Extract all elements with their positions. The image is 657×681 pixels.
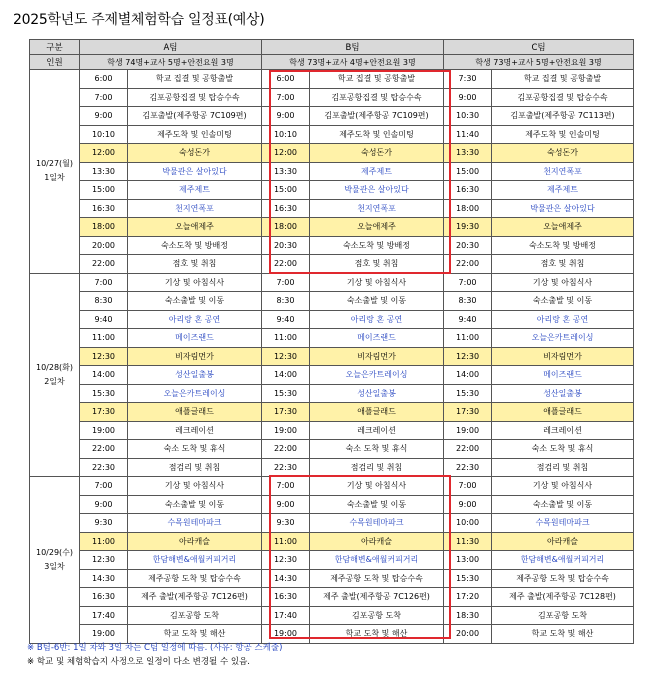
time-cell-team-c: 15:30 — [444, 384, 492, 403]
activity-cell-team-a: 애플글래드 — [128, 403, 262, 422]
time-cell-team-a: 20:00 — [80, 236, 128, 255]
activity-cell-team-c: 김포공항집결 및 탑승수속 — [492, 88, 634, 107]
activity-cell-team-c: 제주제트 — [492, 181, 634, 200]
schedule-row — [30, 606, 634, 625]
time-cell-team-a: 17:40 — [80, 606, 128, 625]
activity-cell-team-b: 오늘은카트레이싱 — [310, 366, 444, 385]
time-cell-team-a: 19:00 — [80, 421, 128, 440]
activity-cell-team-c: 제주 출발(제주항공 7C128편) — [492, 588, 634, 607]
activity-cell-team-a: 학교 도착 및 해산 — [128, 625, 262, 644]
activity-cell-team-b: 아라캐슬 — [310, 532, 444, 551]
time-cell-team-c: 13:00 — [444, 551, 492, 570]
activity-cell-team-b: 숙소출발 및 이동 — [310, 292, 444, 311]
schedule-row — [30, 162, 634, 181]
personnel-team-a: 학생 74명+교사 5명+안전요원 3명 — [80, 55, 262, 70]
activity-cell-team-a: 레크레이션 — [128, 421, 262, 440]
time-cell-team-a: 18:00 — [80, 218, 128, 237]
time-cell-team-b: 7:00 — [262, 88, 310, 107]
time-cell-team-b: 9:40 — [262, 310, 310, 329]
time-cell-team-b: 16:30 — [262, 199, 310, 218]
time-cell-team-c: 16:30 — [444, 181, 492, 200]
activity-cell-team-c: 숙소 도착 및 휴식 — [492, 440, 634, 459]
time-cell-team-b: 11:00 — [262, 532, 310, 551]
schedule-row — [30, 421, 634, 440]
time-cell-team-c: 19:30 — [444, 218, 492, 237]
schedule-row — [30, 125, 634, 144]
time-cell-team-a: 7:00 — [80, 273, 128, 292]
time-cell-team-a: 17:30 — [80, 403, 128, 422]
time-cell-team-b: 8:30 — [262, 292, 310, 311]
activity-cell-team-c: 오늘애제주 — [492, 218, 634, 237]
activity-cell-team-b: 숙소출발 및 이동 — [310, 495, 444, 514]
activity-cell-team-a: 숙소출발 및 이동 — [128, 495, 262, 514]
time-cell-team-a: 12:00 — [80, 144, 128, 163]
activity-cell-team-b: 김포공항 도착 — [310, 606, 444, 625]
time-cell-team-c: 7:30 — [444, 70, 492, 89]
schedule-row — [30, 458, 634, 477]
time-cell-team-b: 12:30 — [262, 551, 310, 570]
day-date: 10/29(수) — [35, 547, 74, 557]
time-cell-team-b: 9:30 — [262, 514, 310, 533]
activity-cell-team-c: 김포출발(제주항공 7C113편) — [492, 107, 634, 126]
activity-cell-team-a: 숙소도착 및 방배정 — [128, 236, 262, 255]
time-cell-team-c: 9:40 — [444, 310, 492, 329]
time-cell-team-b: 6:00 — [262, 70, 310, 89]
schedule-row — [30, 569, 634, 588]
activity-cell-team-c: 학교 집결 및 공항출발 — [492, 70, 634, 89]
time-cell-team-c: 10:00 — [444, 514, 492, 533]
time-cell-team-a: 8:30 — [80, 292, 128, 311]
day-cell — [30, 477, 80, 644]
time-cell-team-a: 12:30 — [80, 347, 128, 366]
time-cell-team-b: 7:00 — [262, 477, 310, 496]
schedule-row — [30, 236, 634, 255]
day-cell — [30, 70, 80, 274]
schedule-row — [30, 532, 634, 551]
schedule-row — [30, 255, 634, 274]
time-cell-team-c: 19:00 — [444, 421, 492, 440]
time-cell-team-c: 17:30 — [444, 403, 492, 422]
time-cell-team-c: 20:00 — [444, 625, 492, 644]
activity-cell-team-c: 천지연폭포 — [492, 162, 634, 181]
time-cell-team-a: 13:30 — [80, 162, 128, 181]
time-cell-team-c: 7:00 — [444, 477, 492, 496]
activity-cell-team-b: 기상 및 아침식사 — [310, 477, 444, 496]
time-cell-team-a: 12:30 — [80, 551, 128, 570]
schedule-row — [30, 70, 634, 89]
time-cell-team-b: 14:30 — [262, 569, 310, 588]
schedule-row — [30, 403, 634, 422]
activity-cell-team-a: 기상 및 아침식사 — [128, 477, 262, 496]
activity-cell-team-b: 김포공항집결 및 탑승수속 — [310, 88, 444, 107]
day-date: 10/27(월) — [35, 159, 74, 169]
activity-cell-team-b: 한담해변&애월커피거리 — [310, 551, 444, 570]
activity-cell-team-b: 숙소 도착 및 휴식 — [310, 440, 444, 459]
personnel-team-c: 학생 73명+교사 5명+안전요원 3명 — [444, 55, 634, 70]
day-number: 2일차 — [44, 376, 65, 386]
schedule-row — [30, 310, 634, 329]
day-cell — [30, 273, 80, 477]
time-cell-team-b: 16:30 — [262, 588, 310, 607]
time-cell-team-c: 22:30 — [444, 458, 492, 477]
activity-cell-team-a: 아라캐슬 — [128, 532, 262, 551]
time-cell-team-a: 11:00 — [80, 532, 128, 551]
activity-cell-team-c: 박물관은 살아있다 — [492, 199, 634, 218]
time-cell-team-a: 11:00 — [80, 329, 128, 348]
activity-cell-team-a: 학교 집결 및 공항출발 — [128, 70, 262, 89]
activity-cell-team-b: 박물관은 살아있다 — [310, 181, 444, 200]
time-cell-team-a: 15:00 — [80, 181, 128, 200]
time-cell-team-a: 9:00 — [80, 495, 128, 514]
time-cell-team-a: 6:00 — [80, 70, 128, 89]
activity-cell-team-a: 숙소 도착 및 휴식 — [128, 440, 262, 459]
note-b-team: ※ B팀-6반: 1일 차와 3일 차는 C팀 일정에 따름. (사유: 항공 스케줄) — [27, 643, 283, 653]
time-cell-team-a: 7:00 — [80, 88, 128, 107]
activity-cell-team-c: 숙성돈가 — [492, 144, 634, 163]
header-row — [30, 40, 634, 55]
activity-cell-team-c: 숙소출발 및 이동 — [492, 495, 634, 514]
activity-cell-team-b: 점호 및 취침 — [310, 255, 444, 274]
time-cell-team-a: 22:00 — [80, 440, 128, 459]
activity-cell-team-a: 비자림먼가 — [128, 347, 262, 366]
time-cell-team-a: 10:10 — [80, 125, 128, 144]
time-cell-team-c: 11:30 — [444, 532, 492, 551]
activity-cell-team-b: 기상 및 아침식사 — [310, 273, 444, 292]
time-cell-team-c: 14:00 — [444, 366, 492, 385]
activity-cell-team-c: 애플글래드 — [492, 403, 634, 422]
activity-cell-team-b: 제주공항 도착 및 탑승수속 — [310, 569, 444, 588]
activity-cell-team-c: 숙소출발 및 이동 — [492, 292, 634, 311]
activity-cell-team-c: 김포공항 도착 — [492, 606, 634, 625]
activity-cell-team-a: 제주제트 — [128, 181, 262, 200]
time-cell-team-c: 22:00 — [444, 440, 492, 459]
time-cell-team-a: 22:30 — [80, 458, 128, 477]
schedule-row — [30, 347, 634, 366]
time-cell-team-c: 8:30 — [444, 292, 492, 311]
activity-cell-team-b: 비자림먼가 — [310, 347, 444, 366]
activity-cell-team-c: 아라캐슬 — [492, 532, 634, 551]
time-cell-team-a: 19:00 — [80, 625, 128, 644]
time-cell-team-c: 11:00 — [444, 329, 492, 348]
schedule-row — [30, 218, 634, 237]
time-cell-team-a: 9:00 — [80, 107, 128, 126]
time-cell-team-a: 22:00 — [80, 255, 128, 274]
activity-cell-team-b: 메이즈랜드 — [310, 329, 444, 348]
activity-cell-team-a: 오늘애제주 — [128, 218, 262, 237]
time-cell-team-c: 22:00 — [444, 255, 492, 274]
schedule-row — [30, 440, 634, 459]
activity-cell-team-c: 제주공항 도착 및 탑승수속 — [492, 569, 634, 588]
activity-cell-team-c: 비자림먼가 — [492, 347, 634, 366]
activity-cell-team-b: 숙성돈가 — [310, 144, 444, 163]
schedule-row — [30, 292, 634, 311]
time-cell-team-c: 15:30 — [444, 569, 492, 588]
activity-cell-team-b: 점검리 및 취침 — [310, 458, 444, 477]
activity-cell-team-c: 한담해변&애월커피거리 — [492, 551, 634, 570]
time-cell-team-c: 17:20 — [444, 588, 492, 607]
time-cell-team-b: 7:00 — [262, 273, 310, 292]
time-cell-team-b: 9:00 — [262, 495, 310, 514]
time-cell-team-a: 14:00 — [80, 366, 128, 385]
header-team-c: C팀 — [444, 40, 634, 55]
time-cell-team-a: 14:30 — [80, 569, 128, 588]
time-cell-team-b: 19:00 — [262, 421, 310, 440]
time-cell-team-b: 20:30 — [262, 236, 310, 255]
activity-cell-team-c: 점검리 및 취침 — [492, 458, 634, 477]
day-number: 1일차 — [44, 173, 65, 183]
activity-cell-team-b: 제주제트 — [310, 162, 444, 181]
day-number: 3일차 — [44, 561, 65, 571]
schedule-row — [30, 588, 634, 607]
note-schedule-change: ※ 학교 및 체험학습지 사정으로 일정이 다소 변경될 수 있음. — [27, 657, 250, 667]
schedule-row — [30, 495, 634, 514]
activity-cell-team-a: 아리랑 혼 공연 — [128, 310, 262, 329]
activity-cell-team-a: 박물관은 살아있다 — [128, 162, 262, 181]
time-cell-team-b: 18:00 — [262, 218, 310, 237]
page-title: 2025학년도 주제별체험학습 일정표(예상) — [13, 12, 265, 28]
schedule-row — [30, 384, 634, 403]
schedule-row — [30, 514, 634, 533]
time-cell-team-c: 15:00 — [444, 162, 492, 181]
activity-cell-team-a: 오늘은카트레이싱 — [128, 384, 262, 403]
activity-cell-team-b: 천지연폭포 — [310, 199, 444, 218]
schedule-row — [30, 329, 634, 348]
time-cell-team-c: 18:30 — [444, 606, 492, 625]
time-cell-team-b: 17:30 — [262, 403, 310, 422]
activity-cell-team-c: 메이즈랜드 — [492, 366, 634, 385]
activity-cell-team-c: 성산일출봉 — [492, 384, 634, 403]
activity-cell-team-a: 김포출발(제주항공 7C109편) — [128, 107, 262, 126]
schedule-table — [29, 39, 634, 644]
time-cell-team-b: 13:30 — [262, 162, 310, 181]
activity-cell-team-a: 성산일출봉 — [128, 366, 262, 385]
activity-cell-team-b: 학교 도착 및 해산 — [310, 625, 444, 644]
activity-cell-team-a: 수목원테마파크 — [128, 514, 262, 533]
time-cell-team-b: 22:30 — [262, 458, 310, 477]
time-cell-team-c: 12:30 — [444, 347, 492, 366]
time-cell-team-b: 19:00 — [262, 625, 310, 644]
activity-cell-team-a: 메이즈랜드 — [128, 329, 262, 348]
activity-cell-team-b: 성산일출봉 — [310, 384, 444, 403]
time-cell-team-b: 14:00 — [262, 366, 310, 385]
time-cell-team-c: 10:30 — [444, 107, 492, 126]
time-cell-team-a: 9:30 — [80, 514, 128, 533]
personnel-row — [30, 55, 634, 70]
time-cell-team-b: 10:10 — [262, 125, 310, 144]
activity-cell-team-a: 제주도착 및 인솔미팅 — [128, 125, 262, 144]
time-cell-team-a: 15:30 — [80, 384, 128, 403]
activity-cell-team-b: 수목원테마파크 — [310, 514, 444, 533]
activity-cell-team-a: 기상 및 아침식사 — [128, 273, 262, 292]
time-cell-team-b: 9:00 — [262, 107, 310, 126]
time-cell-team-a: 16:30 — [80, 588, 128, 607]
time-cell-team-b: 12:00 — [262, 144, 310, 163]
activity-cell-team-b: 아리랑 혼 공연 — [310, 310, 444, 329]
activity-cell-team-a: 김포공항 도착 — [128, 606, 262, 625]
activity-cell-team-b: 레크레이션 — [310, 421, 444, 440]
time-cell-team-c: 9:00 — [444, 88, 492, 107]
schedule-row — [30, 273, 634, 292]
activity-cell-team-a: 제주공항 도착 및 탑승수속 — [128, 569, 262, 588]
time-cell-team-c: 18:00 — [444, 199, 492, 218]
activity-cell-team-b: 제주도착 및 인솔미팅 — [310, 125, 444, 144]
activity-cell-team-c: 숙소도착 및 방배정 — [492, 236, 634, 255]
time-cell-team-a: 7:00 — [80, 477, 128, 496]
day-date: 10/28(화) — [35, 362, 74, 372]
time-cell-team-b: 12:30 — [262, 347, 310, 366]
activity-cell-team-c: 기상 및 아침식사 — [492, 477, 634, 496]
personnel-team-b: 학생 73명+교사 4명+안전요원 3명 — [262, 55, 444, 70]
schedule-row — [30, 144, 634, 163]
activity-cell-team-a: 점검리 및 취침 — [128, 458, 262, 477]
time-cell-team-a: 9:40 — [80, 310, 128, 329]
schedule-row — [30, 199, 634, 218]
activity-cell-team-a: 김포공항집결 및 탑승수속 — [128, 88, 262, 107]
activity-cell-team-b: 학교 집결 및 공항출발 — [310, 70, 444, 89]
notes — [27, 641, 282, 669]
activity-cell-team-b: 애플글래드 — [310, 403, 444, 422]
activity-cell-team-b: 오늘애제주 — [310, 218, 444, 237]
time-cell-team-c: 20:30 — [444, 236, 492, 255]
time-cell-team-b: 11:00 — [262, 329, 310, 348]
activity-cell-team-a: 숙소출발 및 이동 — [128, 292, 262, 311]
header-label: 구분 — [30, 40, 80, 55]
time-cell-team-a: 16:30 — [80, 199, 128, 218]
time-cell-team-b: 22:00 — [262, 255, 310, 274]
activity-cell-team-c: 아리랑 혼 공연 — [492, 310, 634, 329]
header-team-b: B팀 — [262, 40, 444, 55]
activity-cell-team-c: 학교 도착 및 해산 — [492, 625, 634, 644]
time-cell-team-c: 7:00 — [444, 273, 492, 292]
activity-cell-team-c: 기상 및 아침식사 — [492, 273, 634, 292]
activity-cell-team-b: 숙소도착 및 방배정 — [310, 236, 444, 255]
schedule-row — [30, 477, 634, 496]
activity-cell-team-c: 레크레이션 — [492, 421, 634, 440]
schedule-row — [30, 551, 634, 570]
schedule-row — [30, 107, 634, 126]
time-cell-team-b: 17:40 — [262, 606, 310, 625]
activity-cell-team-c: 제주도착 및 인솔미팅 — [492, 125, 634, 144]
time-cell-team-c: 13:30 — [444, 144, 492, 163]
schedule-row — [30, 88, 634, 107]
activity-cell-team-c: 오늘은카트레이싱 — [492, 329, 634, 348]
schedule-row — [30, 181, 634, 200]
time-cell-team-b: 15:00 — [262, 181, 310, 200]
activity-cell-team-a: 점호 및 취침 — [128, 255, 262, 274]
activity-cell-team-b: 제주 출발(제주항공 7C126편) — [310, 588, 444, 607]
activity-cell-team-a: 한담해변&애월커피거리 — [128, 551, 262, 570]
time-cell-team-b: 15:30 — [262, 384, 310, 403]
header-team-a: A팀 — [80, 40, 262, 55]
activity-cell-team-a: 숙성돈가 — [128, 144, 262, 163]
personnel-label: 인원 — [30, 55, 80, 70]
time-cell-team-b: 22:00 — [262, 440, 310, 459]
activity-cell-team-c: 수목원테마파크 — [492, 514, 634, 533]
activity-cell-team-a: 제주 출발(제주항공 7C126편) — [128, 588, 262, 607]
activity-cell-team-c: 점호 및 취침 — [492, 255, 634, 274]
schedule-row — [30, 366, 634, 385]
activity-cell-team-b: 김포출발(제주항공 7C109편) — [310, 107, 444, 126]
activity-cell-team-a: 천지연폭포 — [128, 199, 262, 218]
time-cell-team-c: 9:00 — [444, 495, 492, 514]
time-cell-team-c: 11:40 — [444, 125, 492, 144]
